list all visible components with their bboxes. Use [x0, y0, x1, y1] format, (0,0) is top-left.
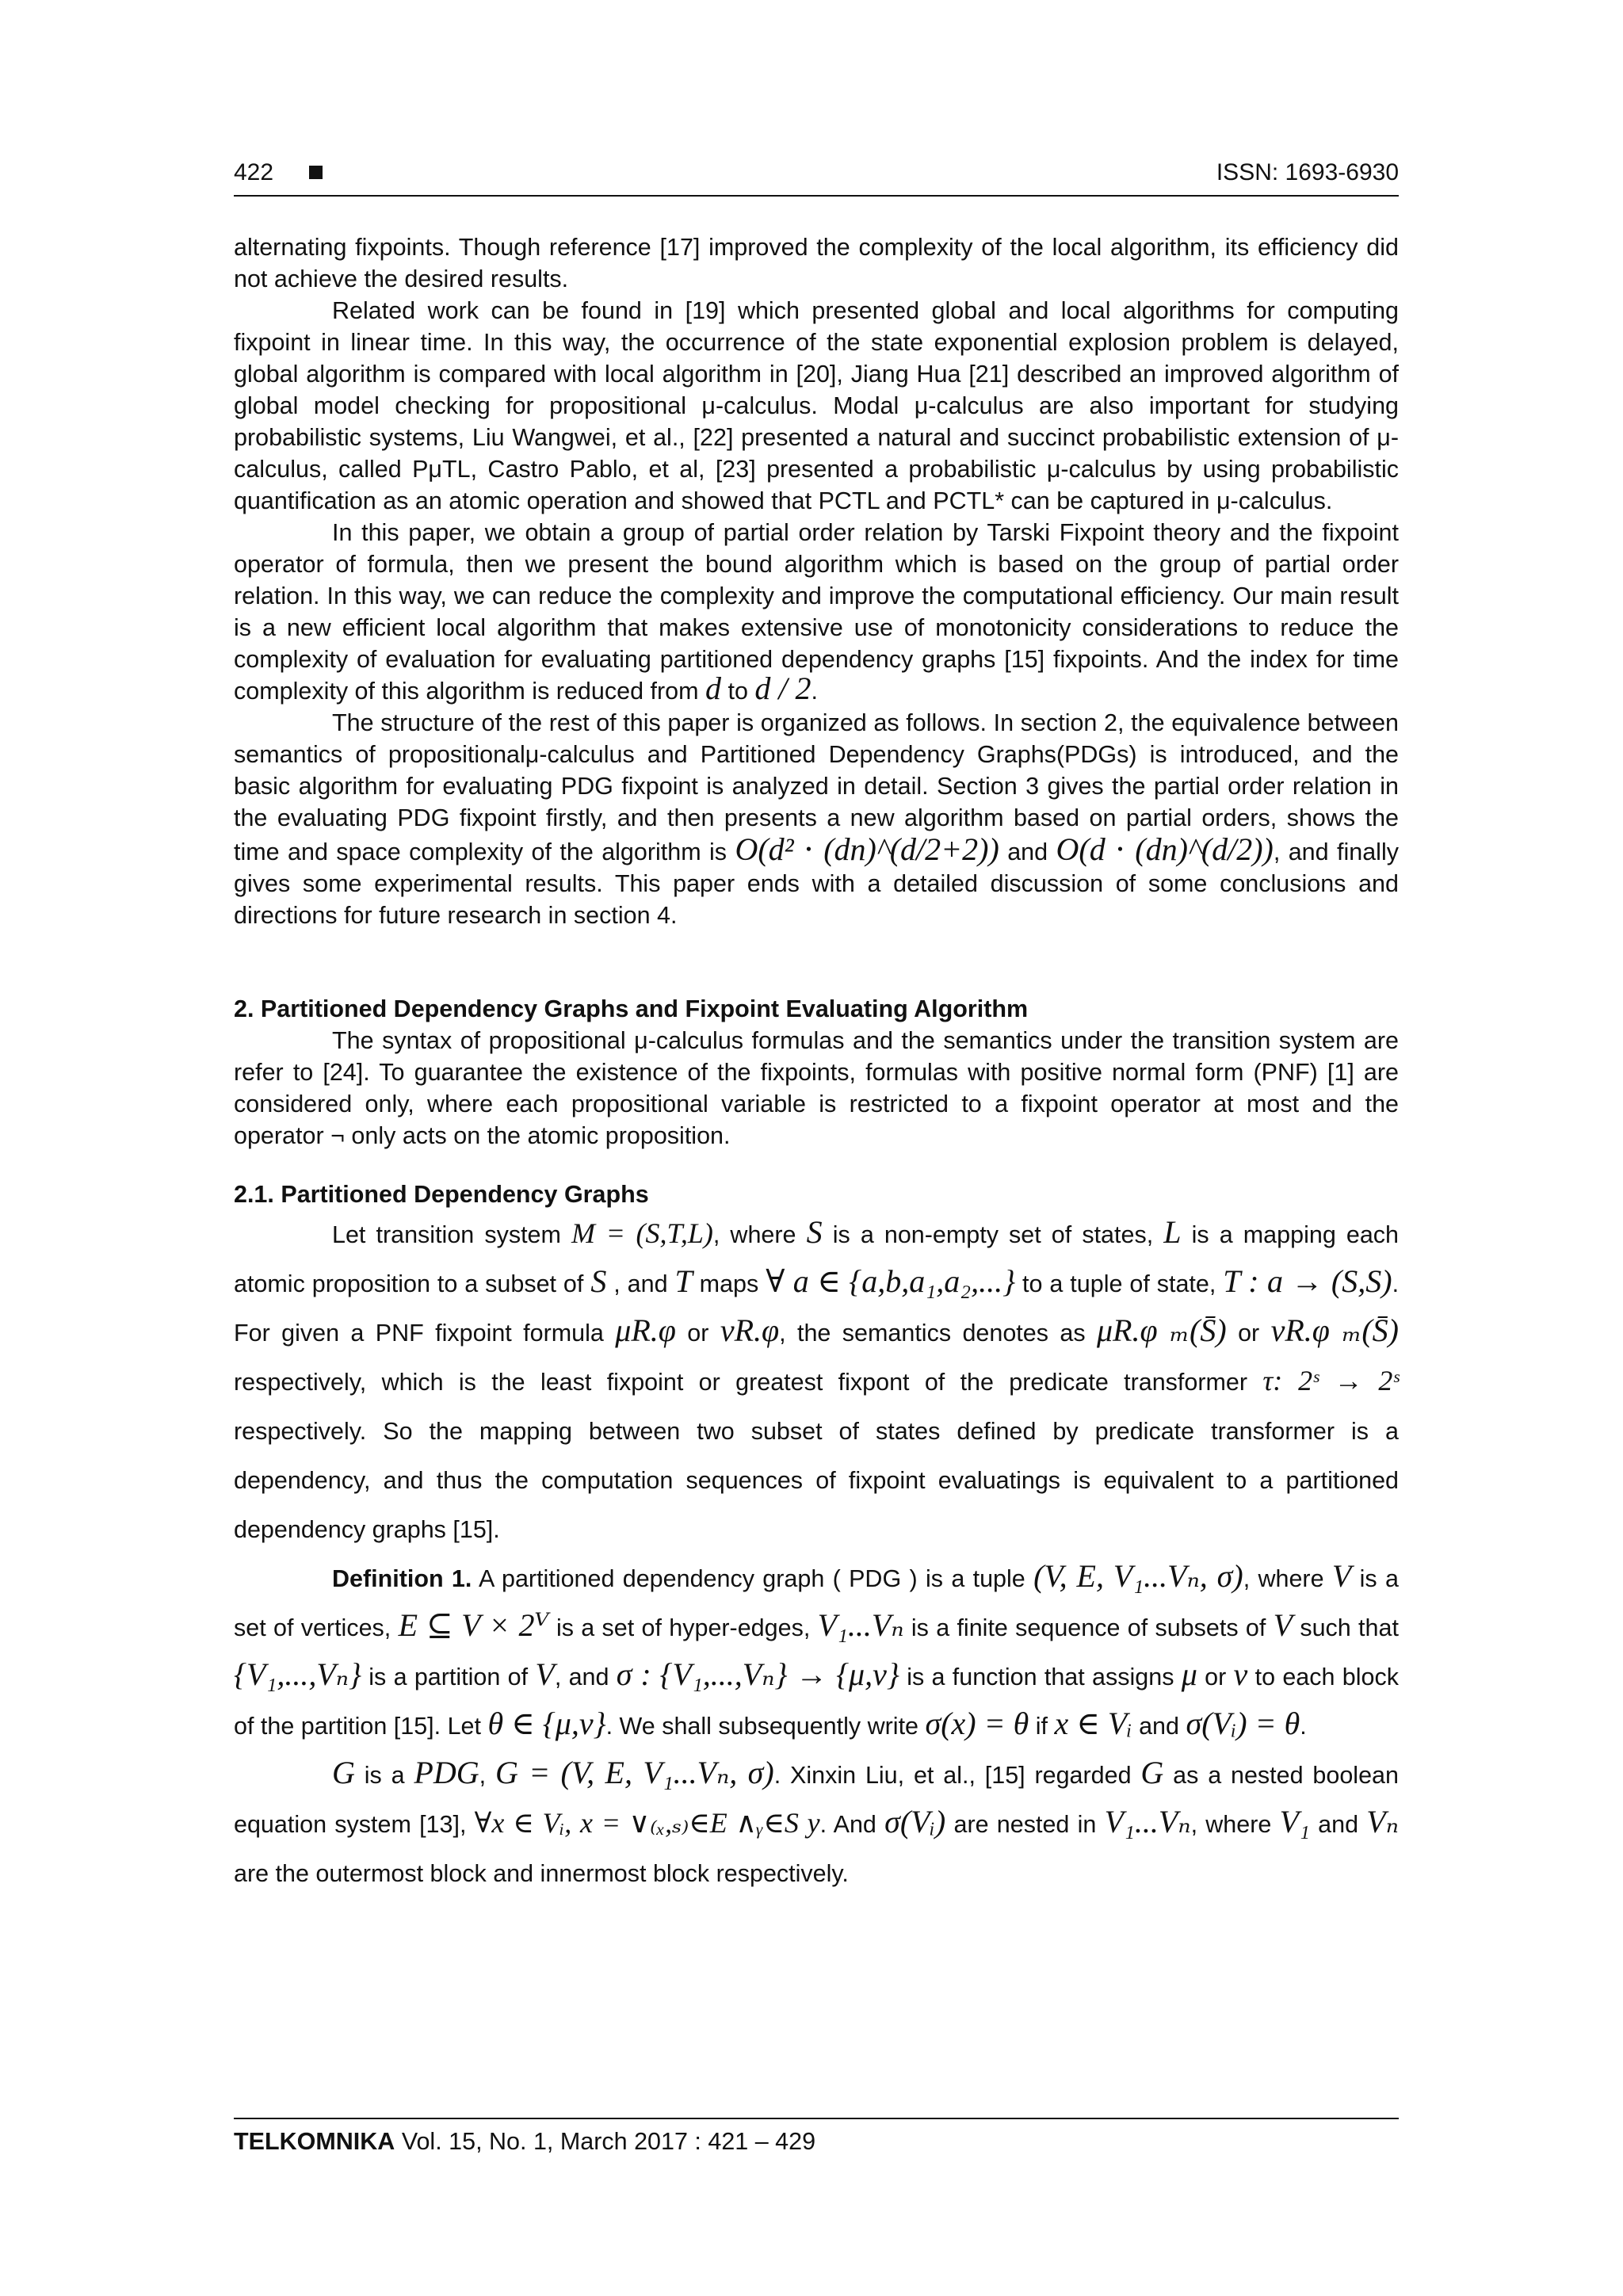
- citation: Vol. 15, No. 1, March 2017 : 421 – 429: [401, 2128, 816, 2155]
- page-number: 422: [234, 159, 274, 185]
- math-inline: d / 2: [754, 670, 812, 706]
- paragraph: alternating fixpoints. Though reference [17] improved the complexity of the local algorithm, its efficiency did not achieve the desired results.: [234, 234, 1399, 292]
- math-inline: O(d ⋅ (dn)^(d/2)): [1056, 831, 1274, 867]
- header-square-icon: [309, 166, 323, 179]
- math-inline: d: [705, 670, 721, 706]
- section-heading: 2. Partitioned Dependency Graphs and Fixpoint Evaluating Algorithm: [234, 995, 1029, 1022]
- math-inline: O(d² ⋅ (dn)^(d/2+2)): [735, 831, 999, 867]
- subsection-heading: 2.1. Partitioned Dependency Graphs: [234, 1181, 649, 1208]
- paragraph: In this paper, we obtain a group of partial order relation by Tarski Fixpoint theory and the fixpoint operator of formula, then we present the bound algorithm which is based on the group of partial order relation. In this way, we can reduce the complexity and improve the computational efficiency. Our main result is a new efficient local algorithm that makes extensive use of monotonicity considerations to reduce the complexity of evaluation for evaluating partitioned dependency graphs [15] fixpoints. And the index for time complexity of this algorithm is reduced from d to d / 2.: [234, 519, 1399, 706]
- paragraph: G is a PDG, G = (V, E, V₁...Vₙ, σ). Xinxin Liu, et al., [15] regarded G as a nested boolean equation system [13], ∀x ∈ Vᵢ, x = ∨₍ₓ,ₛ₎∈E ∧ᵧ∈S y. And σ(Vᵢ) are nested in V₁...Vₙ, where V₁ and Vₙ are the outermost block and innermost block respectively.: [234, 1755, 1399, 1887]
- header-rule: [234, 195, 1399, 197]
- footer-rule: [234, 2118, 1399, 2119]
- paragraph: Let transition system M = (S,T,L), where S is a non-empty set of states, L is a mapping each atomic proposition to a subset of S , and T maps ∀ a ∈ {a,b,a₁,a₂,...} to a tuple of state, T : a → (S,S). For given a PNF fixpoint formula μR.φ or νR.φ, the semantics denotes as μR.φ ₘ(S̄) or νR.φ ₘ(S̄) respectively, which is the least fixpoint or greatest fixpont of the predicate transformer τ: 2ˢ → 2ˢ respectively. So the mapping between two subset of states defined by predicate transformer is a dependency, and thus the computation sequences of fixpoint evaluatings is equivalent to a partitioned dependency graphs [15].: [234, 1214, 1400, 1543]
- issn: ISSN: 1693-6930: [1216, 159, 1399, 185]
- journal-name: TELKOMNIKA: [234, 2128, 395, 2155]
- body-text: [234, 231, 1399, 1898]
- negation-symbol: ¬: [330, 1122, 345, 1149]
- definition-label: Definition 1.: [332, 1565, 472, 1592]
- definition: Definition 1. A partitioned dependency graph ( PDG ) is a tuple (V, E, V₁...Vₙ, σ), where V is a set of vertices, E ⊆ V × 2ⱽ is a set of hyper-edges, V₁...Vₙ is a finite sequence of subsets of V such that {V₁,...,Vₙ} is a partition of V, and σ : {V₁,...,Vₙ} → {μ,ν} is a function that assigns μ or ν to each block of the partition [15]. Let θ ∈ {μ,ν}. We shall subsequently write σ(x) = θ if x ∈ Vᵢ and σ(Vᵢ) = θ.: [234, 1558, 1399, 1741]
- paragraph: Related work can be found in [19] which presented global and local algorithms for computing fixpoint in linear time. In this way, the occurrence of the state exponential explosion problem is delayed, global algorithm is compared with local algorithm in [20], Jiang Hua [21] described an improved algorithm of global model checking for propositional μ-calculus. Modal μ-calculus are also important for studying probabilistic systems, Liu Wangwei, et al., [22] presented a natural and succinct probabilistic extension of μ-calculus, called PμTL, Castro Pablo, et al, [23] presented a probabilistic μ-calculus by using probabilistic quantification as an atomic operation and showed that PCTL and PCTL* can be captured in μ-calculus.: [234, 297, 1399, 514]
- paragraph: The structure of the rest of this paper is organized as follows. In section 2, the equivalence between semantics of propositionalμ-calculus and Partitioned Dependency Graphs(PDGs) is introduced, and the basic algorithm for evaluating PDG fixpoint is analyzed in detail. Section 3 gives the partial order relation in the evaluating PDG fixpoint firstly, and then presents a new algorithm based on partial orders, shows the time and space complexity of the algorithm is O(d² ⋅ (dn)^(d/2+2)) and O(d ⋅ (dn)^(d/2)), and finally gives some experimental results. This paper ends with a detailed discussion of some conclusions and directions for future research in section 4.: [234, 709, 1399, 929]
- page-header: [234, 155, 1399, 190]
- page-footer: [234, 2124, 815, 2159]
- paragraph: The syntax of propositional μ-calculus formulas and the semantics under the transition system are refer to [24]. To guarantee the existence of the fixpoints, formulas with positive normal form (PNF) [1] are considered only, where each propositional variable is restricted to a fixpoint operator at most and the operator ¬ only acts on the atomic proposition.: [234, 1027, 1399, 1149]
